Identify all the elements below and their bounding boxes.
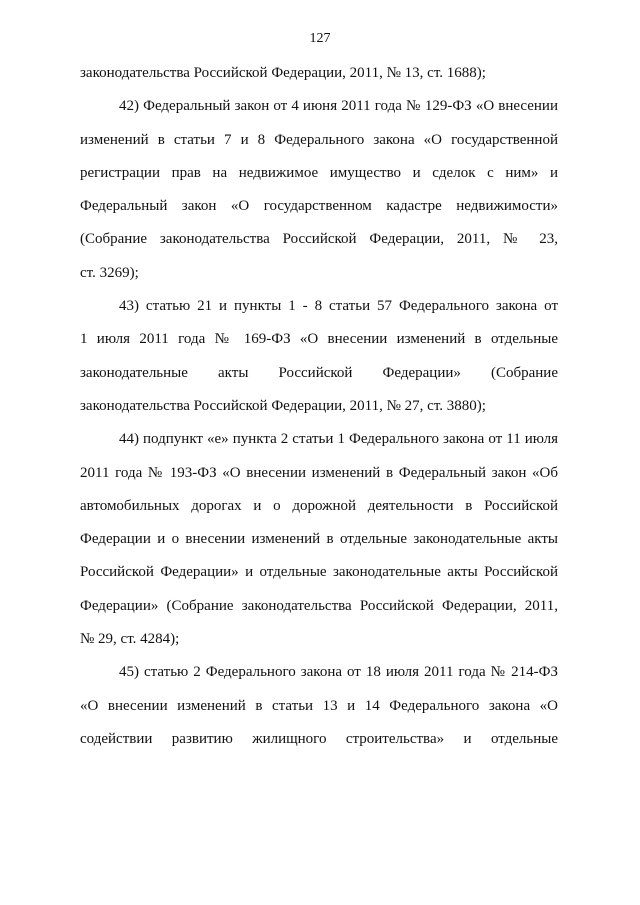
text-line: законодательства Российской Федерации, 2011, № 13, ст. 1688); <box>80 65 486 81</box>
text-line: Федерации и о внесении изменений в отдельные законодательные акты <box>80 531 558 548</box>
text-line: содействии развитию жилищного строительства» и отдельные <box>80 730 558 747</box>
text-line: 44) подпункт «е» пункта 2 статьи 1 Федерального закона от 11 июля <box>119 431 558 448</box>
text-line: 42) Федеральный закон от 4 июня 2011 года № 129-ФЗ «О внесении <box>119 98 558 115</box>
text-line: законодательства Российской Федерации, 2011, № 27, ст. 3880); <box>80 397 486 414</box>
text-line: (Собрание законодательства Российской Федерации, 2011, № 23, <box>80 231 558 248</box>
text-line: 43) статью 21 и пункты 1 - 8 статьи 57 Федерального закона от <box>119 298 558 315</box>
text-line: № 29, ст. 4284); <box>80 631 180 648</box>
page-number: 127 <box>309 31 331 46</box>
text-line: Федерации» (Собрание законодательства Российской Федерации, 2011, <box>80 597 558 614</box>
text-line: «О внесении изменений в статьи 13 и 14 Федерального закона «О <box>80 697 558 714</box>
text-line: 2011 года № 193-ФЗ «О внесении изменений в Федеральный закон «Об <box>80 464 558 481</box>
text-line: ст. 3269); <box>80 264 139 281</box>
text-line: автомобильных дорогах и о дорожной деятельности в Российской <box>80 497 558 514</box>
document-body <box>80 57 558 756</box>
text-line: законодательные акты Российской Федерации» (Собрание <box>80 364 558 381</box>
text-line: 1 июля 2011 года № 169-ФЗ «О внесении изменений в отдельные <box>80 331 558 348</box>
text-line: 45) статью 2 Федерального закона от 18 июля 2011 года № 214-ФЗ <box>119 664 558 681</box>
text-line: Российской Федерации» и отдельные законодательные акты Российской <box>80 564 558 581</box>
text-line: Федеральный закон «О государственном кадастре недвижимости» <box>80 198 558 215</box>
text-line: изменений в статьи 7 и 8 Федерального закона «О государственной <box>80 131 558 148</box>
text-line: регистрации прав на недвижимое имущество и сделок с ним» и <box>80 164 558 181</box>
